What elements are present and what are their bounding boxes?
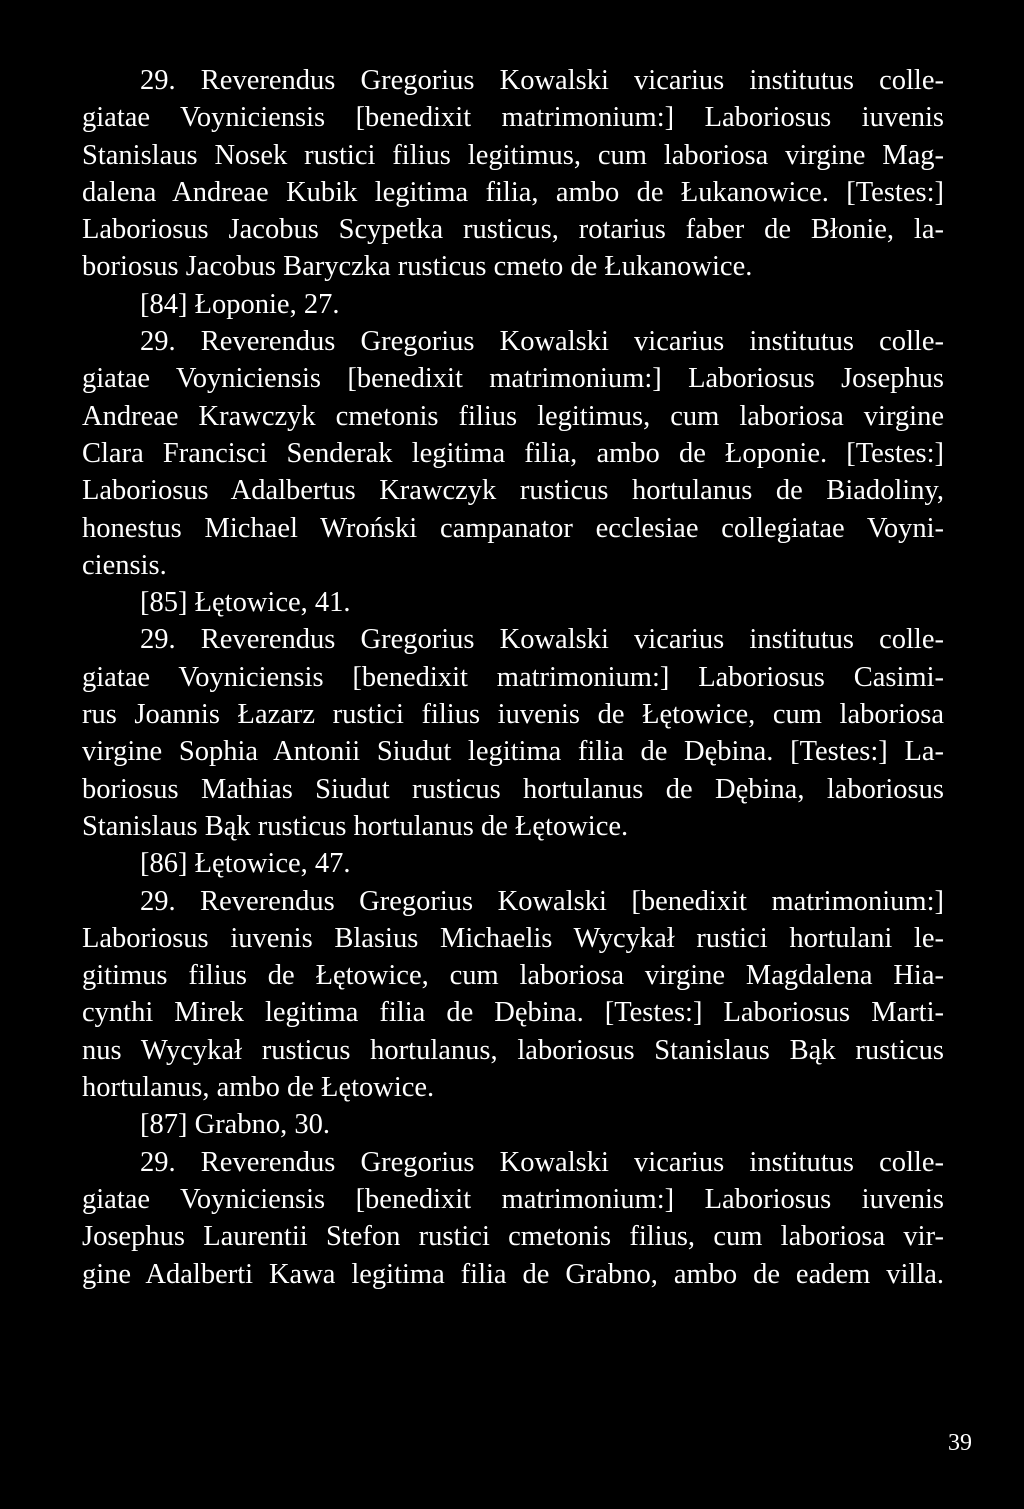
entry-line: gine Adalberti Kawa legitima filia de Grabno, ambo de eadem villa. — [82, 1258, 944, 1290]
entry-line: giatae Voyniciensis [benedixit matrimonium:] Laboriosus iuvenis — [82, 1183, 944, 1215]
entry-line: boriosus Mathias Siudut rusticus hortulanus de Dębina, laboriosus — [82, 773, 944, 805]
entry-line: giatae Voyniciensis [benedixit matrimonium:] Laboriosus iuvenis — [82, 102, 944, 134]
entry-line: gitimus filius de Łętowice, cum laboriosa virgine Magdalena Hia- — [82, 960, 944, 992]
text-column — [82, 62, 944, 1293]
entry-line: rus Joannis Łazarz rustici filius iuvenis de Łętowice, cum laboriosa — [82, 699, 944, 731]
entry-line: giatae Voyniciensis [benedixit matrimonium:] Laboriosus Josephus — [82, 363, 944, 395]
entry-line: ciensis. — [82, 549, 167, 581]
entry-line: nus Wycykał rusticus hortulanus, laboriosus Stanislaus Bąk rusticus — [82, 1034, 944, 1066]
entry-line: virgine Sophia Antonii Siudut legitima filia de Dębina. [Testes:] La- — [82, 736, 944, 768]
entry-line: Andreae Krawczyk cmetonis filius legitimus, cum laboriosa virgine — [82, 400, 944, 432]
entry-heading: [86] Łętowice, 47. — [140, 848, 351, 880]
entry-line: hortulanus, ambo de Łętowice. — [82, 1072, 435, 1104]
entry-line: dalena Andreae Kubik legitima filia, ambo de Łukanowice. [Testes:] — [82, 176, 944, 208]
entry-line: Clara Francisci Senderak legitima filia, ambo de Łoponie. [Testes:] — [82, 437, 944, 469]
entry-heading: [85] Łętowice, 41. — [140, 587, 351, 619]
entry-line: honestus Michael Wroński campanator ecclesiae collegiatae Voyni- — [82, 512, 944, 544]
entry-line: 29. Reverendus Gregorius Kowalski vicarius institutus colle- — [140, 65, 944, 96]
entry-heading: [87] Grabno, 30. — [140, 1109, 330, 1141]
entry-86 — [82, 845, 944, 1106]
entry-line: 29. Reverendus Gregorius Kowalski vicarius institutus colle- — [140, 1146, 944, 1178]
entry-line: Laboriosus iuvenis Blasius Michaelis Wycykał rustici hortulani le- — [82, 922, 944, 954]
entry-line: 29. Reverendus Gregorius Kowalski vicarius institutus colle- — [140, 624, 944, 656]
entry-line: Stanislaus Bąk rusticus hortulanus de Łętowice. — [82, 810, 629, 842]
entry-84 — [82, 286, 944, 584]
entry-line: 29. Reverendus Gregorius Kowalski [benedixit matrimonium:] — [140, 885, 944, 917]
entry-line: Josephus Laurentii Stefon rustici cmetonis filius, cum laboriosa vir- — [82, 1221, 944, 1253]
entry-83 — [82, 62, 944, 286]
entry-85 — [82, 584, 944, 845]
entry-line: Laboriosus Jacobus Scypetka rusticus, rotarius faber de Błonie, la- — [82, 214, 944, 246]
entry-line: giatae Voyniciensis [benedixit matrimonium:] Laboriosus Casimi- — [82, 661, 944, 693]
entry-line: boriosus Jacobus Baryczka rusticus cmeto de Łukanowice. — [82, 251, 753, 283]
entry-heading: [84] Łoponie, 27. — [140, 288, 340, 320]
entry-line: Laboriosus Adalbertus Krawczyk rusticus hortulanus de Biadoliny, — [82, 475, 944, 507]
entry-87 — [82, 1106, 944, 1292]
entry-line: Stanislaus Nosek rustici filius legitimus, cum laboriosa virgine Mag- — [82, 139, 944, 171]
entry-line: 29. Reverendus Gregorius Kowalski vicarius institutus colle- — [140, 326, 944, 358]
page-number: 39 — [948, 1430, 972, 1456]
entry-line: cynthi Mirek legitima filia de Dębina. [Testes:] Laboriosus Marti- — [82, 997, 944, 1029]
